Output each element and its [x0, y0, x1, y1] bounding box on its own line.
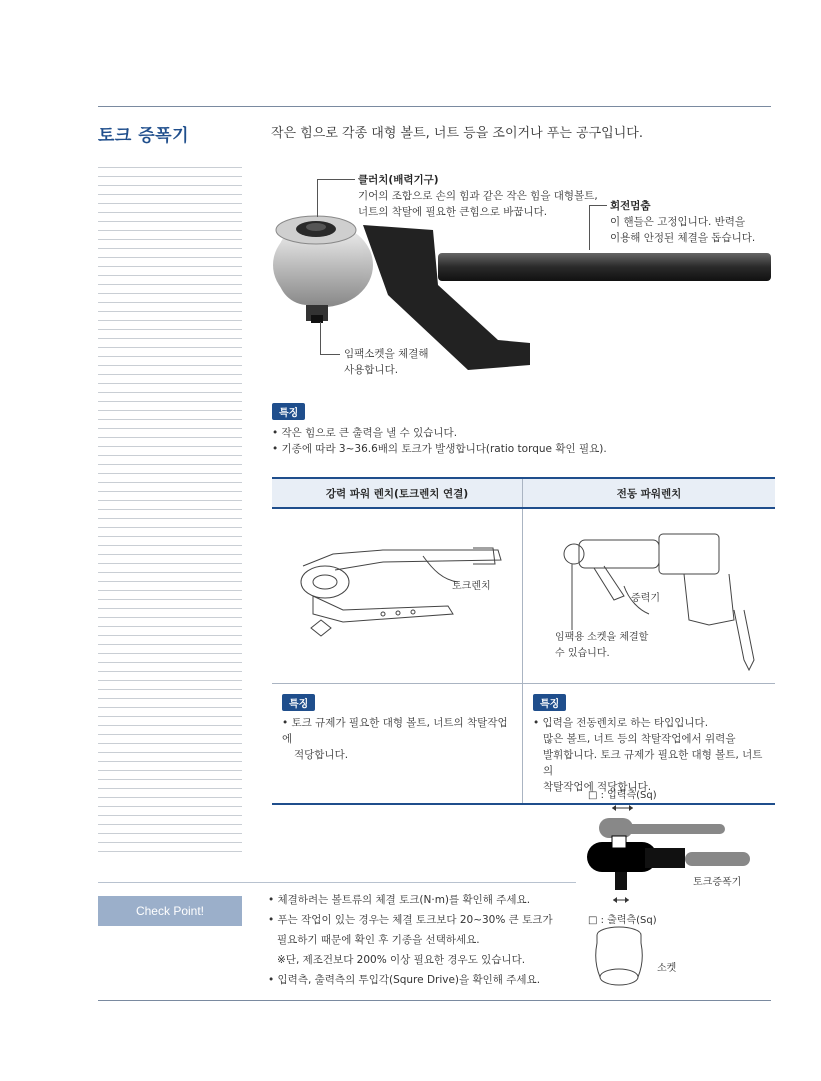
comparison-table [272, 477, 775, 805]
rotation-leader-v [589, 205, 590, 250]
power-wrench-text-2: 적당합니다. [294, 749, 349, 761]
power-wrench-drawing [273, 510, 521, 678]
check-item: • 입력측, 출력측의 투입각(Squre Drive)을 확인해 주세요. [268, 974, 541, 986]
clutch-title: 클러치(배력기구) [358, 174, 439, 186]
electric-wrench-badge: 특징 [533, 694, 566, 711]
electric-wrench-text-3: 발휘합니다. 토크 규제가 필요한 대형 볼트, 너트의 [543, 749, 763, 777]
rotation-desc-2: 이용해 안정된 체결을 돕습니다. [610, 232, 756, 244]
feature-item: • 기종에 따라 3~36.6배의 토크가 발생합니다(ratio torque 확인 필요). [272, 443, 607, 455]
electric-wrench-text-1: • 입력을 전동렌치로 하는 타입입니다. [533, 717, 709, 729]
impact-socket-text-2: 수 있습니다. [555, 648, 610, 659]
check-item: 필요하기 때문에 확인 후 기종을 선택하세요. [277, 934, 480, 946]
table-header-electric-wrench: 전동 파워렌치 [523, 478, 776, 508]
socket-desc-2: 사용합니다. [344, 364, 399, 376]
sidebar-stripes [98, 167, 242, 857]
table-header-power-wrench: 강력 파워 렌치(토크렌치 연결) [272, 478, 523, 508]
page-subtitle: 작은 힘으로 각종 대형 볼트, 너트 등을 조이거나 푸는 공구입니다. [271, 126, 643, 141]
features-section [272, 401, 607, 457]
check-divider [98, 882, 576, 883]
clutch-leader-h [317, 179, 355, 180]
input-side-label: □ : 입력측(Sq) [588, 790, 657, 801]
clutch-desc-1: 기어의 조합으로 손의 힘과 같은 작은 힘을 대형볼트, [358, 190, 598, 202]
electric-wrench-text-4: 착탈작업에 적당합니다. [543, 781, 652, 793]
power-wrench-feature-cell [272, 684, 523, 805]
bottom-rule [98, 1000, 771, 1001]
page-title: 토크 증폭기 [98, 126, 190, 146]
output-side-label: □ : 출력측(Sq) [588, 915, 657, 926]
power-wrench-image-cell [272, 508, 523, 684]
socket-drawing [592, 925, 652, 991]
check-item: ※단, 제조건보다 200% 이상 필요한 경우도 있습니다. [277, 954, 526, 966]
electric-wrench-text-2: 많은 볼트, 너트 등의 착탈작업에서 위력을 [543, 733, 736, 745]
clutch-label [358, 172, 598, 220]
power-wrench-text-1: • 토크 규제가 필요한 대형 볼트, 너트의 착탈작업에 [282, 717, 508, 745]
torque-wrench-callout: 토크렌치 [452, 581, 491, 592]
power-wrench-badge: 특징 [282, 694, 315, 711]
socket-label [344, 346, 428, 378]
amplifier-callout: 증력기 [631, 593, 660, 604]
amplifier-label: 토크증폭기 [693, 877, 742, 888]
impact-socket-text-1: 임팩용 소켓을 체결할 [555, 632, 649, 643]
rotation-stop-label [610, 198, 755, 246]
check-item: • 푸는 작업이 있는 경우는 체결 토크보다 20~30% 큰 토크가 [268, 914, 553, 926]
socket-label-bottom: 소켓 [657, 963, 677, 974]
check-point-button[interactable]: Check Point! [98, 896, 242, 926]
feature-item: • 작은 힘으로 큰 출력을 낼 수 있습니다. [272, 427, 458, 439]
electric-wrench-image-cell [523, 508, 776, 684]
socket-desc-1: 임팩소켓을 체결해 [344, 348, 429, 360]
socket-leader-h [320, 354, 340, 355]
drive-diagram [585, 802, 755, 907]
check-item: • 체결하려는 볼트류의 체결 토크(N·m)를 확인해 주세요. [268, 894, 531, 906]
rotation-leader-h [589, 205, 607, 206]
rotation-title: 회전멈춤 [610, 200, 651, 212]
socket-leader-v [320, 322, 321, 354]
rotation-desc-1: 이 핸들은 고정입니다. 반력을 [610, 216, 746, 228]
clutch-desc-2: 너트의 착탈에 필요한 큰힘으로 바꿉니다. [358, 206, 548, 218]
clutch-leader-v [317, 179, 318, 217]
impact-socket-callout [555, 630, 648, 662]
check-list [268, 890, 578, 990]
top-rule [98, 106, 771, 107]
features-badge: 특징 [272, 403, 305, 420]
